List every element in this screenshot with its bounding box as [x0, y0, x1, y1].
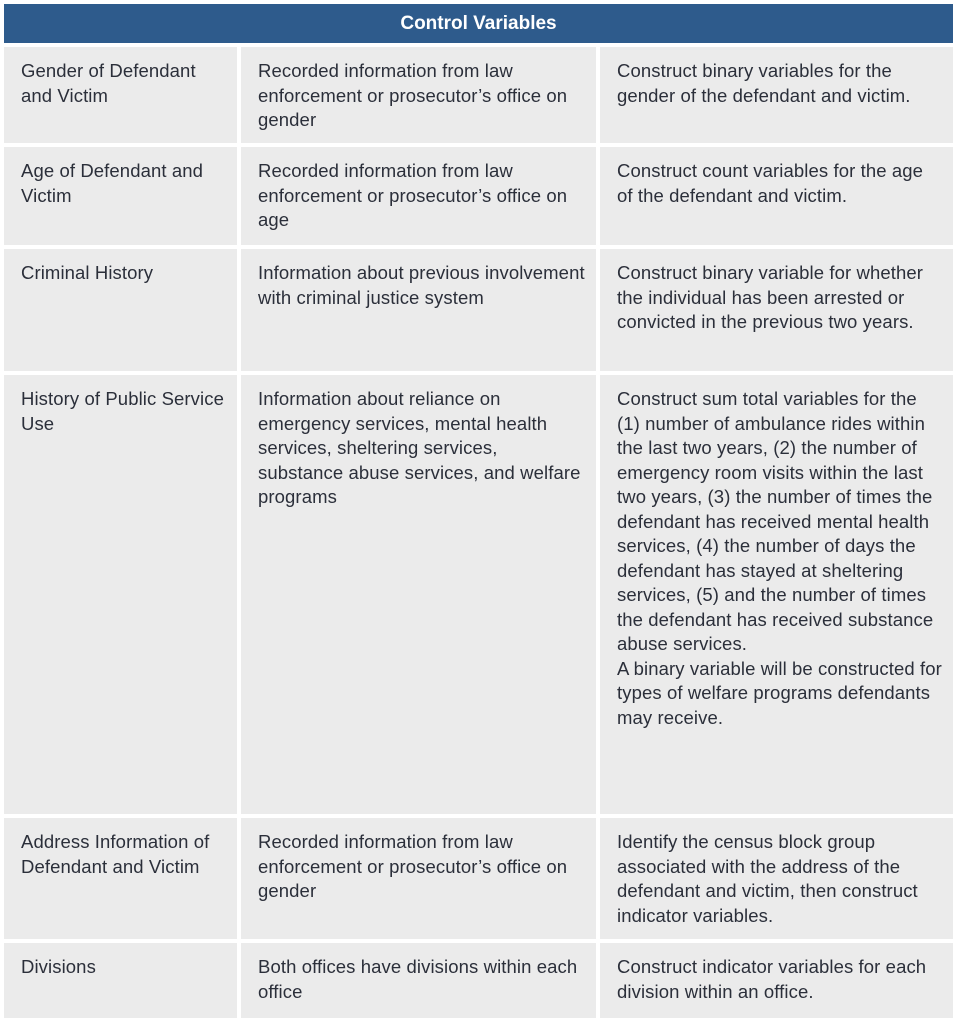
construction-cell: [600, 375, 953, 814]
source-cell: Information about previous involvement with criminal justice system: [241, 249, 596, 371]
variable-cell: Address Information of Defendant and Victim: [4, 818, 237, 939]
source-cell: Recorded information from law enforcement or prosecutor’s office on age: [241, 147, 596, 245]
construction-cell: Identify the census block group associated with the address of the defendant and victim, then construct indicator variables.: [600, 818, 953, 939]
construction-cell: Construct count variables for the age of the defendant and victim.: [600, 147, 953, 245]
construction-text: Construct sum total variables for the (1) number of ambulance rides within the last two years, (2) the number of emergency room visits within the last two years, (3) the number of times the defendant has received mental health services, (4) the number of days the defendant has stayed at sheltering services, (5) and the number of times the defendant has received substance abuse services.: [617, 388, 934, 654]
construction-cell: Construct binary variable for whether the individual has been arrested or convicted in the previous two years.: [600, 249, 953, 371]
variable-cell: Age of Defendant and Victim: [4, 147, 237, 245]
variable-cell: Gender of Defendant and Victim: [4, 47, 237, 143]
control-variables-table: [4, 4, 953, 1018]
construction-extra-text: A binary variable will be constructed for types of welfare programs defendants may receive.: [617, 657, 942, 728]
construction-cell: Construct indicator variables for each division within an office.: [600, 943, 953, 1018]
source-cell: Both offices have divisions within each office: [241, 943, 596, 1018]
source-cell: Recorded information from law enforcement or prosecutor’s office on gender: [241, 47, 596, 143]
table-title: Control Variables: [4, 4, 953, 43]
source-cell: Recorded information from law enforcement or prosecutor’s office on gender: [241, 818, 596, 939]
variable-cell: Divisions: [4, 943, 237, 1018]
variable-cell: Criminal History: [4, 249, 237, 371]
variable-cell: History of Public Service Use: [4, 375, 237, 814]
source-cell: Information about reliance on emergency services, mental health services, sheltering services, substance abuse services, and welfare programs: [241, 375, 596, 814]
construction-cell: Construct binary variables for the gender of the defendant and victim.: [600, 47, 953, 143]
